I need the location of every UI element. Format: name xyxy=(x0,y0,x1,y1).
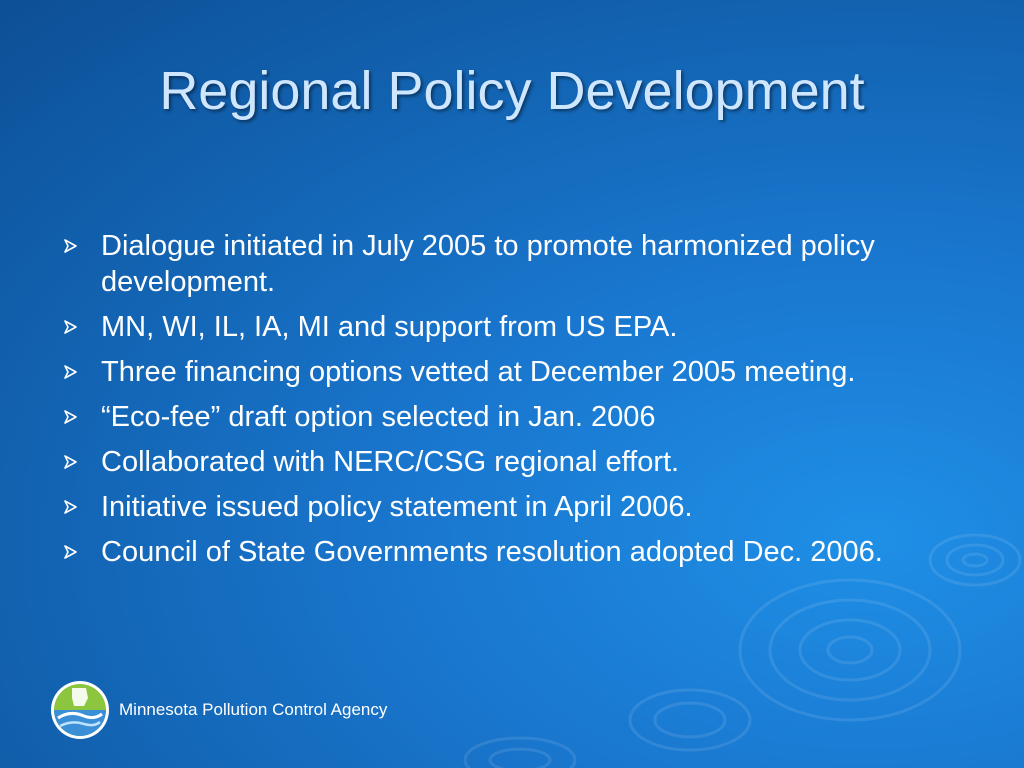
bullet-list xyxy=(64,228,944,579)
arrow-bullet-icon xyxy=(64,410,77,424)
mpca-logo-icon xyxy=(50,680,110,740)
bullet-text: Council of State Governments resolution adopted Dec. 2006. xyxy=(101,536,883,568)
footer xyxy=(50,680,387,740)
arrow-bullet-icon xyxy=(64,545,77,559)
arrow-bullet-icon xyxy=(64,500,77,514)
bullet-text: Dialogue initiated in July 2005 to promote harmonized policy development. xyxy=(101,230,875,298)
bullet-item xyxy=(64,534,944,570)
arrow-bullet-icon xyxy=(64,365,77,379)
bullet-item xyxy=(64,228,944,300)
arrow-bullet-icon xyxy=(64,455,77,469)
bullet-item xyxy=(64,309,944,345)
arrow-bullet-icon xyxy=(64,239,77,253)
slide-title: Regional Policy Development xyxy=(159,61,865,121)
bullet-item xyxy=(64,444,944,480)
bullet-item xyxy=(64,489,944,525)
bullet-text: Initiative issued policy statement in April 2006. xyxy=(101,491,693,523)
bullet-text: Collaborated with NERC/CSG regional effort. xyxy=(101,446,680,478)
agency-name: Minnesota Pollution Control Agency xyxy=(119,700,388,719)
bullet-text: MN, WI, IL, IA, MI and support from US EPA. xyxy=(101,311,678,343)
bullet-item xyxy=(64,354,944,390)
bullet-text: Three financing options vetted at December 2005 meeting. xyxy=(101,356,856,388)
arrow-bullet-icon xyxy=(64,320,77,334)
bullet-item xyxy=(64,399,944,435)
bullet-text: “Eco-fee” draft option selected in Jan. 2006 xyxy=(101,401,656,433)
